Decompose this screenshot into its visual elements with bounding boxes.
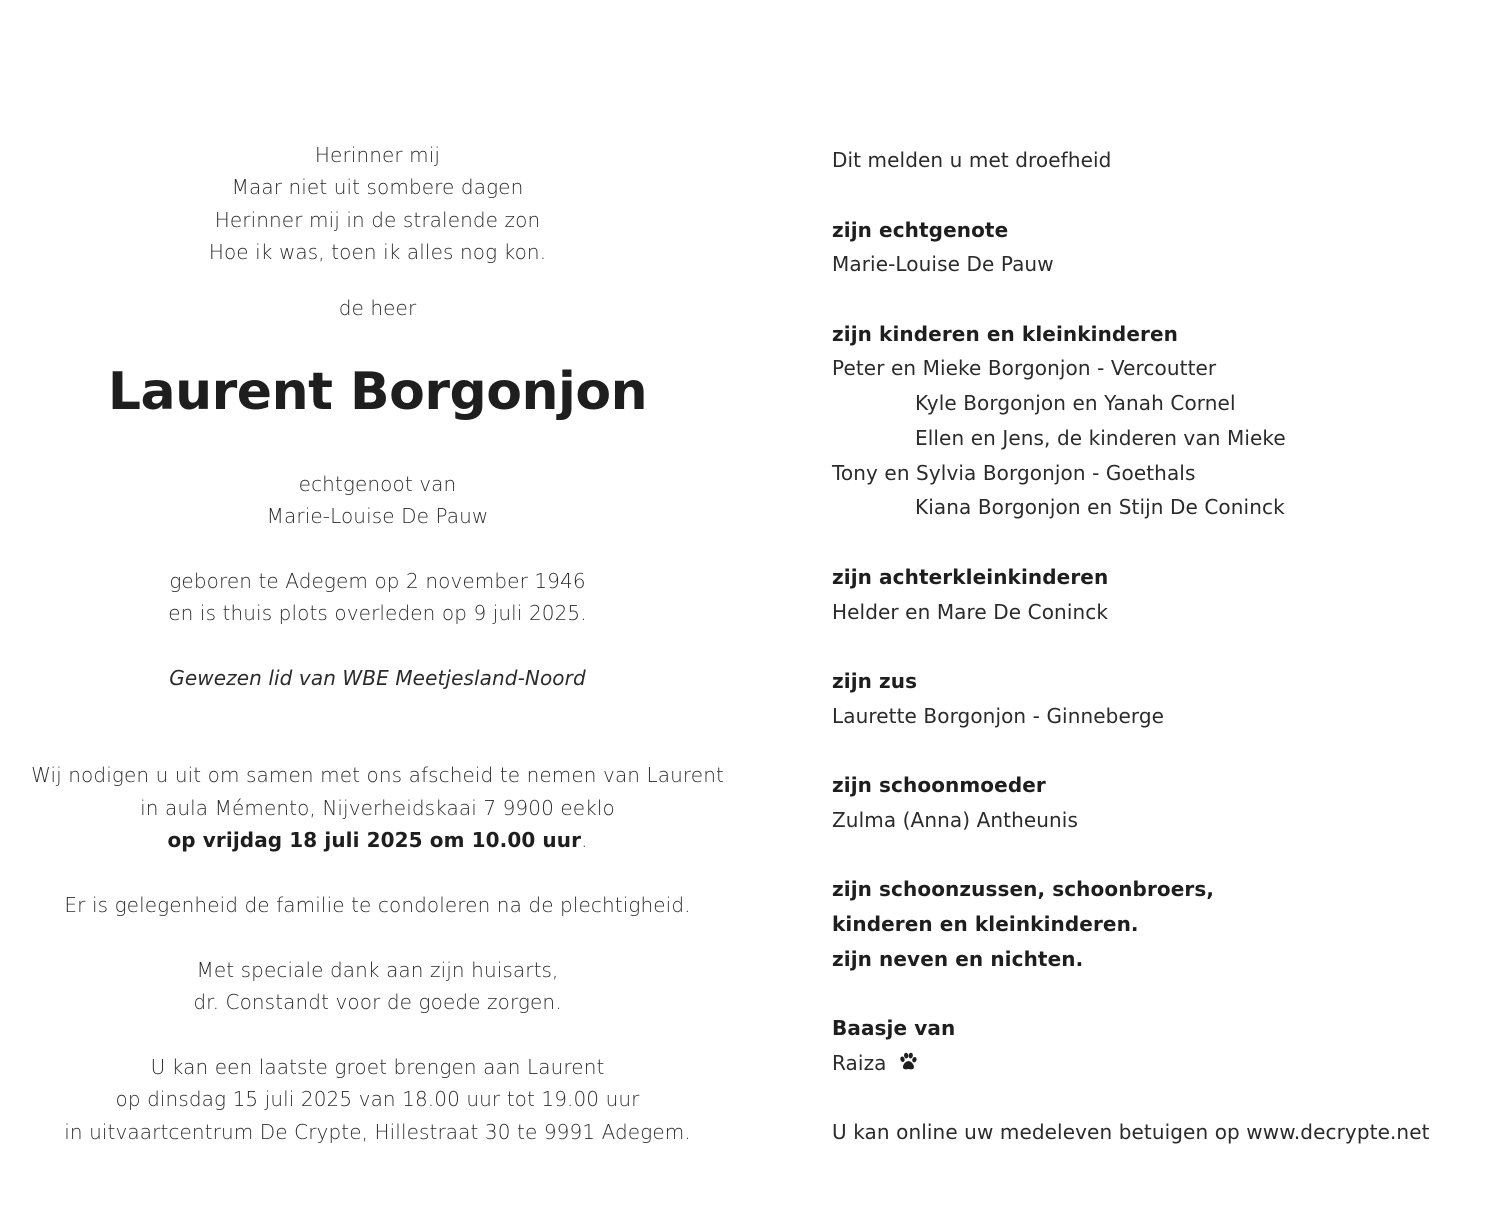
mother-in-law-heading: zijn schoonmoeder xyxy=(832,773,1046,797)
thanks-line-2: dr. Constandt voor de goede zorgen. xyxy=(193,990,562,1014)
thanks-line-1: Met speciale dank aan zijn huisarts, xyxy=(196,958,559,982)
birth-text: geboren te Adegem op 2 november 1946 xyxy=(169,569,586,593)
spouse-intro: echtgenoot van xyxy=(298,472,457,496)
pet-heading: Baasje van xyxy=(832,1016,956,1040)
online-condolence-text: U kan online uw medeleven betuigen op www.decrypte.net xyxy=(832,1120,1430,1144)
intro-text: Dit melden u met droefheid xyxy=(832,148,1112,172)
invite-line-1: Wij nodigen u uit om samen met ons afscheid te nemen van Laurent xyxy=(31,763,724,787)
spouse-name: Marie-Louise De Pauw xyxy=(266,504,489,528)
great-grandchildren-names: Helder en Mare De Coninck xyxy=(832,600,1109,624)
invite-line-2: in aula Mémento, Nijverheidskaai 7 9900 eeklo xyxy=(140,796,615,820)
poem-line: Herinner mij xyxy=(314,143,441,167)
poem-line: Hoe ik was, toen ik alles nog kon. xyxy=(208,240,547,264)
sister-heading: zijn zus xyxy=(832,669,918,693)
child-name: Tony en Sylvia Borgonjon - Goethals xyxy=(832,461,1196,485)
title-prefix: de heer xyxy=(338,296,417,320)
condolence-text: Er is gelegenheid de familie te condoleren na de plechtigheid. xyxy=(64,893,691,917)
invite-date-end: . xyxy=(581,828,588,852)
spouse-name: Marie-Louise De Pauw xyxy=(832,252,1054,276)
child-name: Peter en Mieke Borgonjon - Vercoutter xyxy=(832,356,1217,380)
paw-icon xyxy=(897,1051,919,1073)
in-laws-line-3: zijn neven en nichten. xyxy=(832,947,1084,971)
visit-line-2: op dinsdag 15 juli 2025 van 18.00 uur tot 19.00 uur xyxy=(115,1087,640,1111)
great-grandchildren-heading: zijn achterkleinkinderen xyxy=(832,565,1109,589)
deceased-name: Laurent Borgonjon xyxy=(107,362,648,422)
grandchild-name: Kiana Borgonjon en Stijn De Coninck xyxy=(915,495,1285,519)
in-laws-line-1: zijn schoonzussen, schoonbroers, xyxy=(832,877,1215,901)
poem-line: Herinner mij in de stralende zon xyxy=(214,208,541,232)
invite-date-line xyxy=(20,824,735,856)
membership-text: Gewezen lid van WBE Meetjesland-Noord xyxy=(169,666,586,690)
pet-line xyxy=(832,1047,919,1079)
death-text: en is thuis plots overleden op 9 juli 2025. xyxy=(168,601,587,625)
mother-in-law-name: Zulma (Anna) Antheunis xyxy=(832,808,1078,832)
grandchild-name: Ellen en Jens, de kinderen van Mieke xyxy=(915,426,1286,450)
visit-line-3: in uitvaartcentrum De Crypte, Hillestraat 30 te 9991 Adegem. xyxy=(64,1120,691,1144)
sister-name: Laurette Borgonjon - Ginneberge xyxy=(832,704,1165,728)
invite-date: op vrijdag 18 juli 2025 om 10.00 uur xyxy=(167,828,582,852)
pet-name: Raiza xyxy=(832,1051,887,1075)
visit-line-1: U kan een laatste groet brengen aan Laurent xyxy=(150,1055,605,1079)
poem-line: Maar niet uit sombere dagen xyxy=(231,175,524,199)
spouse-heading: zijn echtgenote xyxy=(832,218,1009,242)
in-laws-line-2: kinderen en kleinkinderen. xyxy=(832,912,1139,936)
grandchild-name: Kyle Borgonjon en Yanah Cornel xyxy=(915,391,1236,415)
children-heading: zijn kinderen en kleinkinderen xyxy=(832,322,1178,346)
